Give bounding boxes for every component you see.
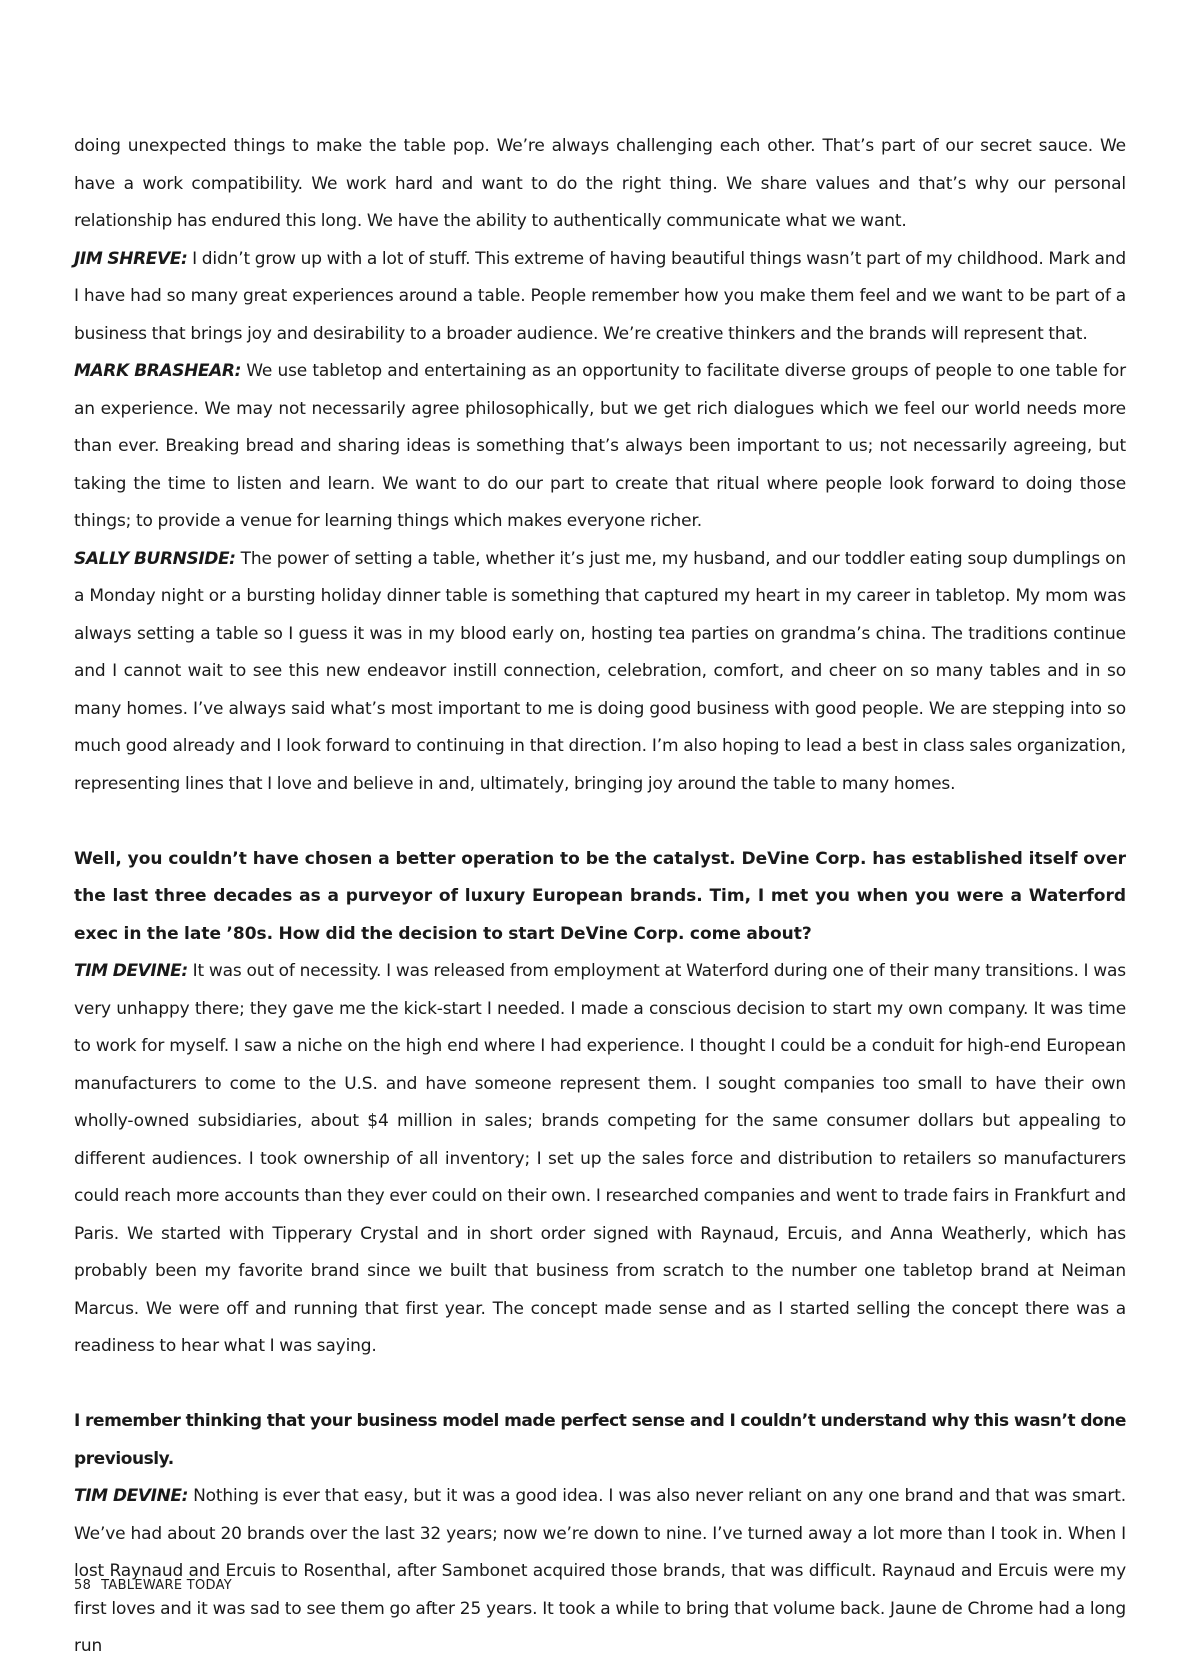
paragraph-intro: doing unexpected things to make the table pop. We’re always challenging each other. That’s part of our secret sauce. We have a work compatibility. We work hard and want to do the right thing. We share values and that’s why our personal relationship has endured this long. We have the ability to authentically communicate what we want.: [74, 136, 1126, 231]
paragraph-jim-shreve: [74, 241, 1126, 354]
interview-question-2: I remember thinking that your business model made perfect sense and I couldn’t understand why this wasn’t done previously.: [74, 1411, 1126, 1469]
publication-name: TABLEWARE TODAY: [101, 1578, 233, 1593]
speaker-jim-shreve: JIM SHREVE:: [74, 248, 188, 269]
page-number: 58: [74, 1578, 92, 1593]
speaker-tim-devine-2: TIM DEVINE:: [74, 1486, 189, 1506]
article-body: [74, 128, 1126, 1666]
page-footer: [74, 1578, 242, 1593]
speaker-sally-burnside: SALLY BURNSIDE:: [74, 548, 236, 569]
interview-question-1: Well, you couldn’t have chosen a better operation to be the catalyst. DeVine Corp. has established itself over the last three decades as a purveyor of luxury European brands. Tim, I met you when you were a Waterford exec in the late ’80s. How did the decision to start DeVine Corp. come about?: [74, 848, 1126, 944]
speaker-tim-devine-1: TIM DEVINE:: [74, 961, 188, 981]
answer-jim-shreve: I didn’t grow up with a lot of stuff. This extreme of having beautiful things wasn’t part of my childhood. Mark and I have had so many great experiences around a table. People remember how you make them feel and we want to be part of a business that brings joy and desirability to a broader audience. We’re creative thinkers and the brands will represent that.: [74, 248, 1127, 344]
paragraph-mark-brashear: [74, 353, 1126, 541]
answer-sally-burnside: The power of setting a table, whether it’s just me, my husband, and our toddler eating soup dumplings on a Monday night or a bursting holiday dinner table is something that captured my heart in my career in tabletop. My mom was always setting a table so I guess it was in my blood early on, hosting tea parties on grandma’s china. The traditions continue and I cannot wait to see this new endeavor instill connection, celebration, comfort, and cheer on so many tables and in so many homes. I’ve always said what’s most important to me is doing good business with good people. We are stepping into so much good already and I look forward to continuing in that direction. I’m also hoping to lead a best in class sales organization, representing lines that I love and believe in and, ultimately, bringing joy around the table to many homes.: [74, 548, 1126, 794]
paragraph-tim-devine-2: [74, 1478, 1126, 1666]
paragraph-sally-burnside: [74, 541, 1126, 804]
paragraph-tim-devine-1: [74, 953, 1126, 1366]
answer-tim-devine-1: It was out of necessity. I was released from employment at Waterford during one of their many transitions. I was very unhappy there; they gave me the kick-start I needed. I made a conscious decision to start my own company. It was time to work for myself. I saw a niche on the high end where I had experience. I thought I could be a conduit for high-end European manufacturers to come to the U.S. and have someone represent them. I sought companies too small to have their own wholly-owned subsidiaries, about $4 million in sales; brands competing for the same consumer dollars but appealing to different audiences. I took ownership of all inventory; I set up the sales force and distribution to retailers so manufacturers could reach more accounts than they ever could on their own. I researched companies and went to trade fairs in Frankfurt and Paris. We started with Tipperary Crystal and in short order signed with Raynaud, Ercuis, and Anna Weatherly, which has probably been my favorite brand since we built that business from scratch to the number one tabletop brand at Neiman Marcus. We were off and running that first year. The concept made sense and as I started selling the concept there was a readiness to hear what I was saying.: [74, 961, 1126, 1356]
answer-mark-brashear: We use tabletop and entertaining as an opportunity to facilitate diverse groups of people to one table for an experience. We may not necessarily agree philosophically, but we get rich dialogues which we feel our world needs more than ever. Breaking bread and sharing ideas is something that’s always been important to us; not necessarily agreeing, but taking the time to listen and learn. We want to do our part to create that ritual where people look forward to doing those things; to provide a venue for learning things which makes everyone richer.: [74, 361, 1126, 531]
speaker-mark-brashear: MARK BRASHEAR:: [74, 361, 241, 381]
answer-tim-devine-2: Nothing is ever that easy, but it was a good idea. I was also never reliant on any one brand and that was smart. We’ve had about 20 brands over the last 32 years; now we’re down to nine. I’ve turned away a lot more than I took in. When I lost Raynaud and Ercuis to Rosenthal, after Sambonet acquired those brands, that was difficult. Raynaud and Ercuis were my first loves and it was sad to see them go after 25 years. It took a while to bring that volume back. Jaune de Chrome had a long run: [74, 1486, 1126, 1656]
